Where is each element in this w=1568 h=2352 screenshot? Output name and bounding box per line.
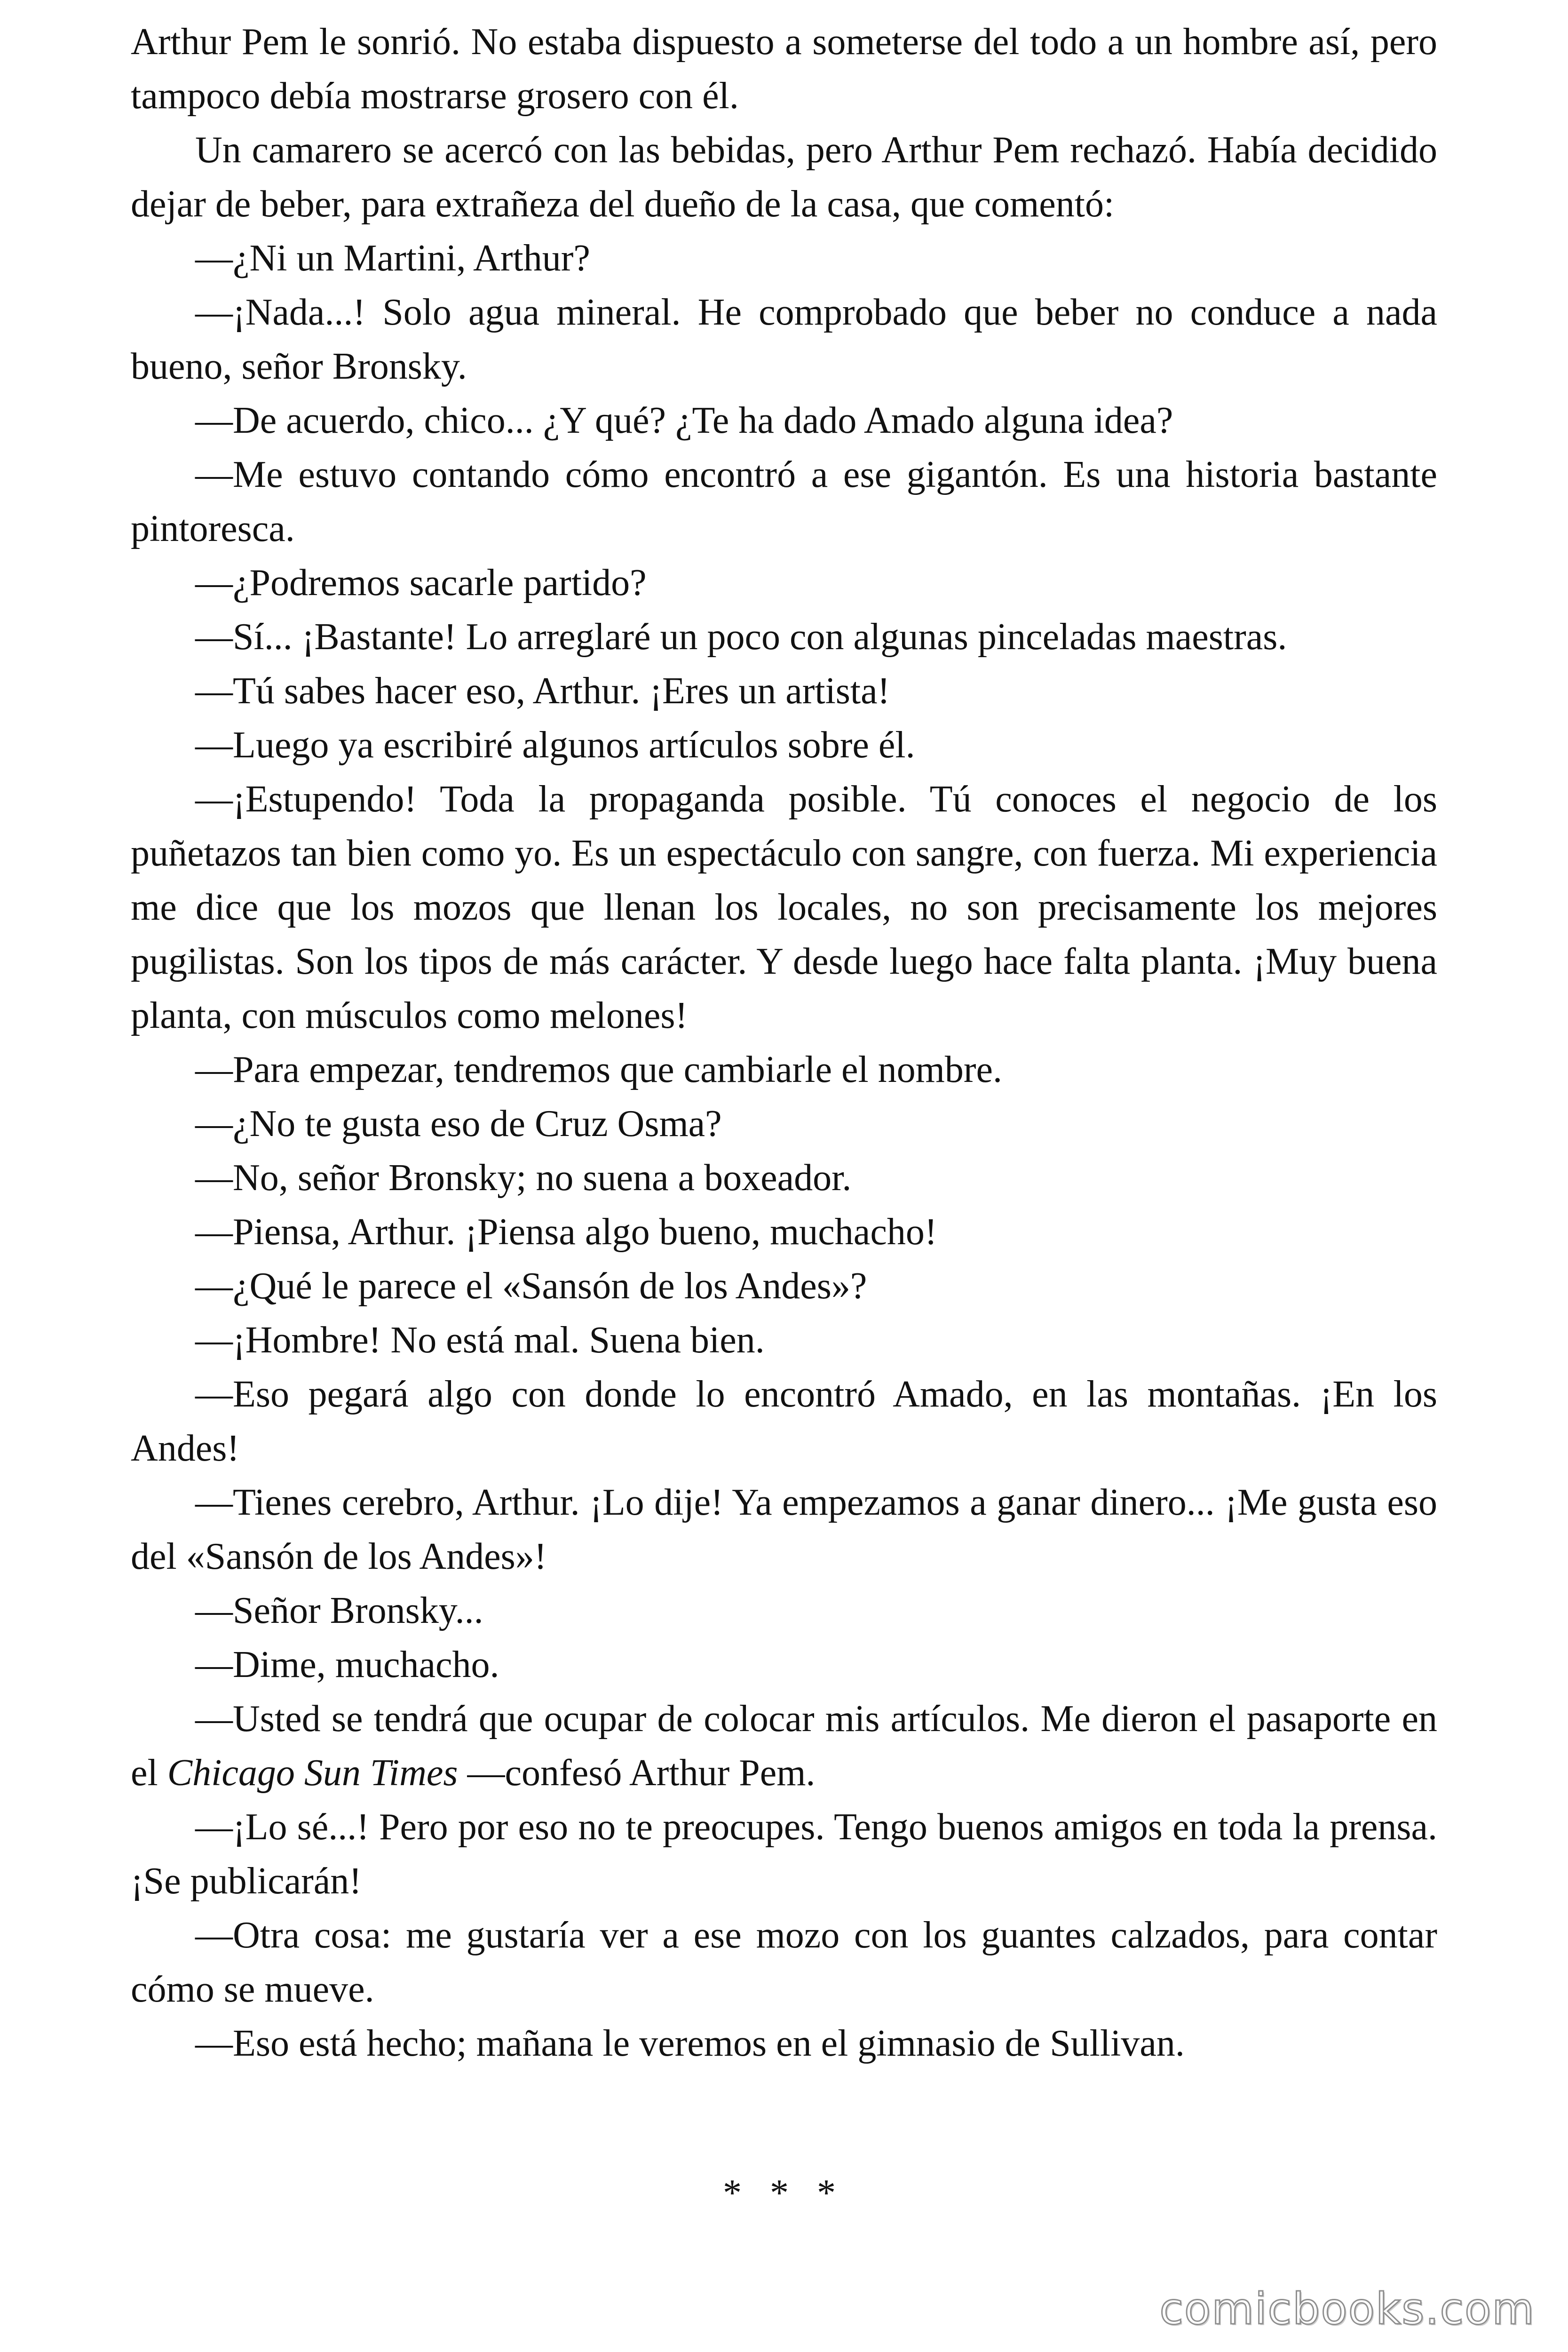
section-separator: * * * bbox=[723, 2172, 845, 2214]
watermark: comicbooks.com bbox=[1159, 2284, 1535, 2334]
paragraph: —Eso pegará algo con donde lo encontró Amado, en las montañas. ¡En los Andes! bbox=[131, 1374, 1437, 1469]
paragraph: —Otra cosa: me gustaría ver a ese mozo con los guantes calzados, para contar cómo se mueve. bbox=[131, 1915, 1437, 2010]
paragraph: —Eso está hecho; mañana le veremos en el gimnasio de Sullivan. bbox=[195, 2023, 1185, 2064]
newspaper-title: Chicago Sun Times bbox=[167, 1752, 458, 1794]
paragraph: —De acuerdo, chico... ¿Y qué? ¿Te ha dado Amado alguna idea? bbox=[195, 400, 1173, 441]
paragraph: —Me estuvo contando cómo encontró a ese gigantón. Es una historia bastante pintoresca. bbox=[131, 454, 1437, 549]
paragraph-text: —confesó Arthur Pem. bbox=[458, 1752, 816, 1794]
paragraph: —¡Estupendo! Toda la propaganda posible. Tú conoces el negocio de los puñetazos tan bien como yo. Es un espectáculo con sangre, con fuerza. Mi experiencia me dice que los mozos que llenan los locales, no son precisamente los mejores pugilistas. Son los tipos de más carácter. Y desde luego hace falta planta. ¡Muy buena planta, con músculos como melones! bbox=[131, 779, 1437, 1036]
paragraph: —Piensa, Arthur. ¡Piensa algo bueno, muchacho! bbox=[195, 1211, 937, 1253]
paragraph: —¡Lo sé...! Pero por eso no te preocupes. Tengo buenos amigos en toda la prensa. ¡Se publicarán! bbox=[131, 1806, 1437, 1902]
paragraph: —¡Hombre! No está mal. Suena bien. bbox=[195, 1319, 765, 1361]
paragraph: —¿Qué le parece el «Sansón de los Andes»? bbox=[195, 1265, 867, 1307]
paragraph: —Luego ya escribiré algunos artículos sobre él. bbox=[195, 724, 915, 766]
paragraph: Arthur Pem le sonrió. No estaba dispuesto a someterse del todo a un hombre así, pero tampoco debía mostrarse grosero con él. bbox=[131, 21, 1437, 117]
paragraph: —¡Nada...! Solo agua mineral. He comprobado que beber no conduce a nada bueno, señor Bronsky. bbox=[131, 292, 1437, 387]
book-page-text bbox=[131, 15, 1437, 2071]
paragraph: —¿No te gusta eso de Cruz Osma? bbox=[195, 1103, 722, 1144]
paragraph: —No, señor Bronsky; no suena a boxeador. bbox=[195, 1157, 852, 1199]
paragraph: —Dime, muchacho. bbox=[195, 1644, 499, 1685]
paragraph: —Señor Bronsky... bbox=[195, 1590, 483, 1631]
paragraph: —Sí... ¡Bastante! Lo arreglaré un poco con algunas pinceladas maestras. bbox=[195, 616, 1287, 658]
paragraph-with-italic bbox=[131, 1692, 1437, 1800]
paragraph: —¿Podremos sacarle partido? bbox=[195, 562, 647, 604]
paragraph: —¿Ni un Martini, Arthur? bbox=[195, 238, 590, 279]
paragraph: Un camarero se acercó con las bebidas, pero Arthur Pem rechazó. Había decidido dejar de beber, para extrañeza del dueño de la casa, que comentó: bbox=[131, 129, 1437, 225]
paragraph: —Tú sabes hacer eso, Arthur. ¡Eres un artista! bbox=[195, 670, 890, 712]
paragraph: —Para empezar, tendremos que cambiarle el nombre. bbox=[195, 1049, 1003, 1090]
paragraph-text: —Usted se tendrá que ocupar de colocar mis artículos. Me dieron el pasaporte en el bbox=[131, 1698, 1437, 1794]
paragraph: —Tienes cerebro, Arthur. ¡Lo dije! Ya empezamos a ganar dinero... ¡Me gusta eso del «Sansón de los Andes»! bbox=[131, 1482, 1437, 1577]
